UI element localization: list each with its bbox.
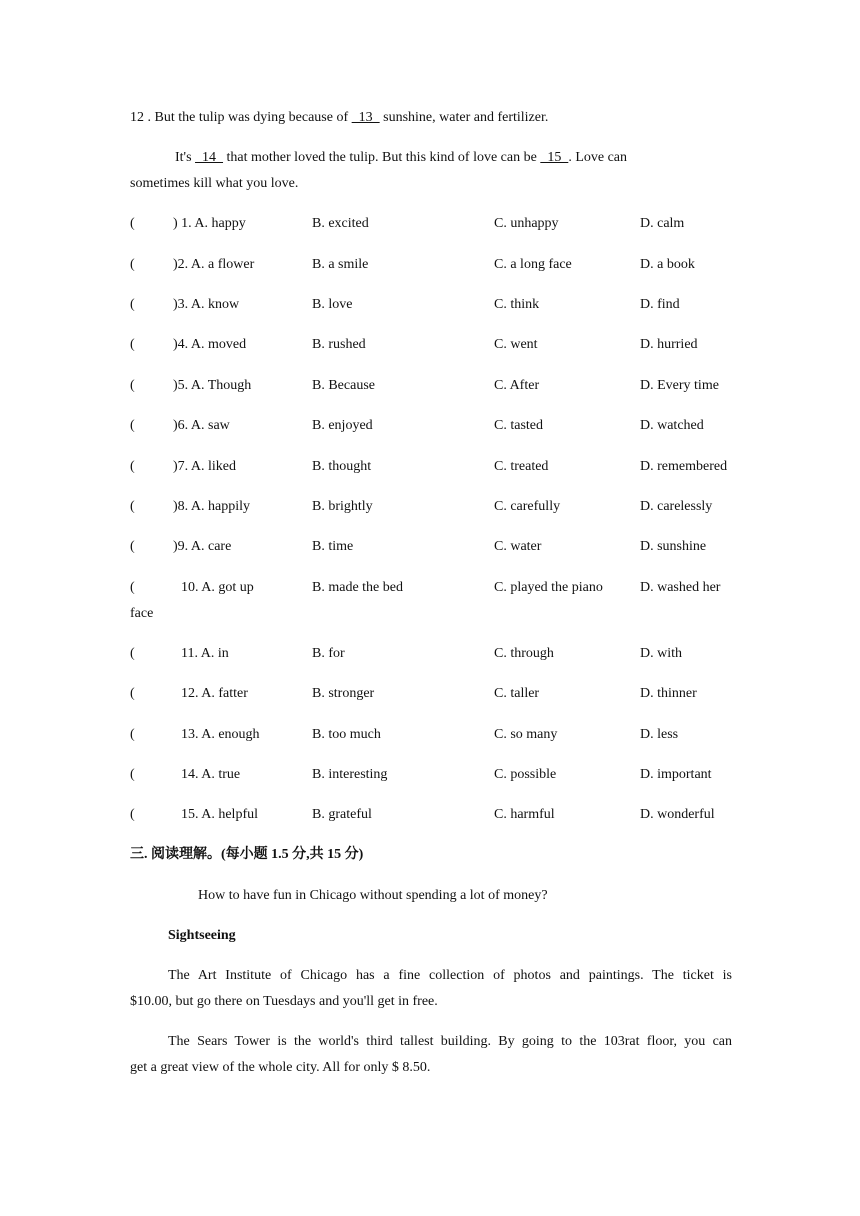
passage-text: . Love can <box>568 150 628 165</box>
option-a: )6. A. saw <box>173 418 230 433</box>
passage-text: sunshine, water and fertilizer. <box>379 110 549 125</box>
question-row <box>130 579 732 597</box>
option-c: C. think <box>494 297 540 312</box>
answer-paren: ( <box>130 297 135 312</box>
option-c: C. through <box>494 646 554 661</box>
reading-para-1-line-2: $10.00, but go there on Tuesdays and you'll get in free. <box>130 994 438 1009</box>
option-a: 11. A. in <box>181 646 229 661</box>
answer-paren: ( <box>130 418 135 433</box>
answer-paren: ( <box>130 767 135 782</box>
answer-paren: ( <box>130 257 135 272</box>
option-d: D. washed her <box>640 580 721 595</box>
option-b: B. love <box>312 297 353 312</box>
option-a: 15. A. helpful <box>181 807 258 822</box>
option-b: B. rushed <box>312 337 366 352</box>
question-row <box>130 377 732 395</box>
option-a: 10. A. got up <box>181 580 254 595</box>
option-a: )9. A. care <box>173 539 232 554</box>
option-b: B. interesting <box>312 767 388 782</box>
option-b: B. for <box>312 646 345 661</box>
reading-title: How to have fun in Chicago without spending a lot of money? <box>198 888 548 903</box>
option-d: D. sunshine <box>640 539 707 554</box>
answer-paren: ( <box>130 216 135 231</box>
question-row <box>130 215 732 233</box>
question-row <box>130 766 732 784</box>
option-b: B. made the bed <box>312 580 403 595</box>
option-d: D. with <box>640 646 682 661</box>
blank-14: 14 <box>195 150 224 165</box>
section-heading: 三. 阅读理解。(每小题 1.5 分,共 15 分) <box>130 847 364 862</box>
answer-paren: ( <box>130 807 135 822</box>
question-row <box>130 645 732 663</box>
answer-paren: ( <box>130 686 135 701</box>
passage-text: It's <box>175 150 196 165</box>
question-row <box>130 726 732 744</box>
option-b: B. brightly <box>312 499 373 514</box>
option-a: )5. A. Though <box>173 378 252 393</box>
option-a: ) 1. A. happy <box>173 216 246 231</box>
option-d: D. a book <box>640 257 695 272</box>
answer-paren: ( <box>130 539 135 554</box>
option-d: D. Every time <box>640 378 719 393</box>
option-d: D. watched <box>640 418 704 433</box>
option-c: C. so many <box>494 727 558 742</box>
option-a: 14. A. true <box>181 767 241 782</box>
option-a: )2. A. a flower <box>173 257 255 272</box>
option-b: B. grateful <box>312 807 372 822</box>
option-d: D. calm <box>640 216 685 231</box>
option-c: C. played the piano <box>494 580 603 595</box>
reading-subheading: Sightseeing <box>168 928 236 943</box>
question-row <box>130 336 732 354</box>
answer-paren: ( <box>130 459 135 474</box>
option-c: C. unhappy <box>494 216 559 231</box>
question-row <box>130 538 732 556</box>
option-b: B. too much <box>312 727 381 742</box>
answer-paren: ( <box>130 337 135 352</box>
option-a: )4. A. moved <box>173 337 247 352</box>
option-b: B. enjoyed <box>312 418 373 433</box>
option-d: D. less <box>640 727 679 742</box>
option-b: B. stronger <box>312 686 375 701</box>
answer-paren: ( <box>130 378 135 393</box>
passage-text: 12 . But the tulip was dying because of <box>130 110 352 125</box>
option-d: D. remembered <box>640 459 728 474</box>
option-d: D. hurried <box>640 337 698 352</box>
option-b: B. thought <box>312 459 372 474</box>
passage-text: that mother loved the tulip. But this kind of love can be <box>223 150 541 165</box>
passage-line-1 <box>130 109 548 127</box>
answer-paren: ( <box>130 580 135 595</box>
blank-15: 15 <box>540 150 569 165</box>
question-row <box>130 417 732 435</box>
reading-para-2-line-2: get a great view of the whole city. All for only $ 8.50. <box>130 1060 431 1075</box>
option-d: D. find <box>640 297 680 312</box>
option-c: C. a long face <box>494 257 572 272</box>
option-c: C. went <box>494 337 538 352</box>
option-c: C. possible <box>494 767 557 782</box>
reading-para-1-line-1: The Art Institute of Chicago has a fine collection of photos and paintings. The ticket is <box>168 968 732 983</box>
answer-paren: ( <box>130 727 135 742</box>
option-c: C. taller <box>494 686 540 701</box>
question-row <box>130 685 732 703</box>
question-row <box>130 458 732 476</box>
option-c: C. water <box>494 539 542 554</box>
answer-paren: ( <box>130 646 135 661</box>
option-b: B. time <box>312 539 354 554</box>
option-b: B. a smile <box>312 257 369 272</box>
option-c: C. After <box>494 378 540 393</box>
option-c: C. harmful <box>494 807 555 822</box>
answer-paren: ( <box>130 499 135 514</box>
option-c: C. carefully <box>494 499 561 514</box>
option-d: D. carelessly <box>640 499 713 514</box>
option-c: C. treated <box>494 459 549 474</box>
blank-13: 13 <box>351 110 380 125</box>
question-row <box>130 498 732 516</box>
option-d: D. important <box>640 767 712 782</box>
option-a: )3. A. know <box>173 297 240 312</box>
passage-line-3: sometimes kill what you love. <box>130 176 299 191</box>
question-wrap-text: face <box>130 606 154 621</box>
reading-para-2-line-1: The Sears Tower is the world's third tallest building. By going to the 103rat floor, you can <box>168 1034 732 1049</box>
option-b: B. excited <box>312 216 369 231</box>
option-a: )8. A. happily <box>173 499 250 514</box>
option-d: D. thinner <box>640 686 697 701</box>
option-c: C. tasted <box>494 418 543 433</box>
option-a: )7. A. liked <box>173 459 236 474</box>
option-a: 12. A. fatter <box>181 686 248 701</box>
option-d: D. wonderful <box>640 807 715 822</box>
question-row <box>130 296 732 314</box>
option-b: B. Because <box>312 378 375 393</box>
question-row <box>130 806 732 824</box>
question-row <box>130 256 732 274</box>
option-a: 13. A. enough <box>181 727 260 742</box>
passage-line-2 <box>175 149 627 167</box>
